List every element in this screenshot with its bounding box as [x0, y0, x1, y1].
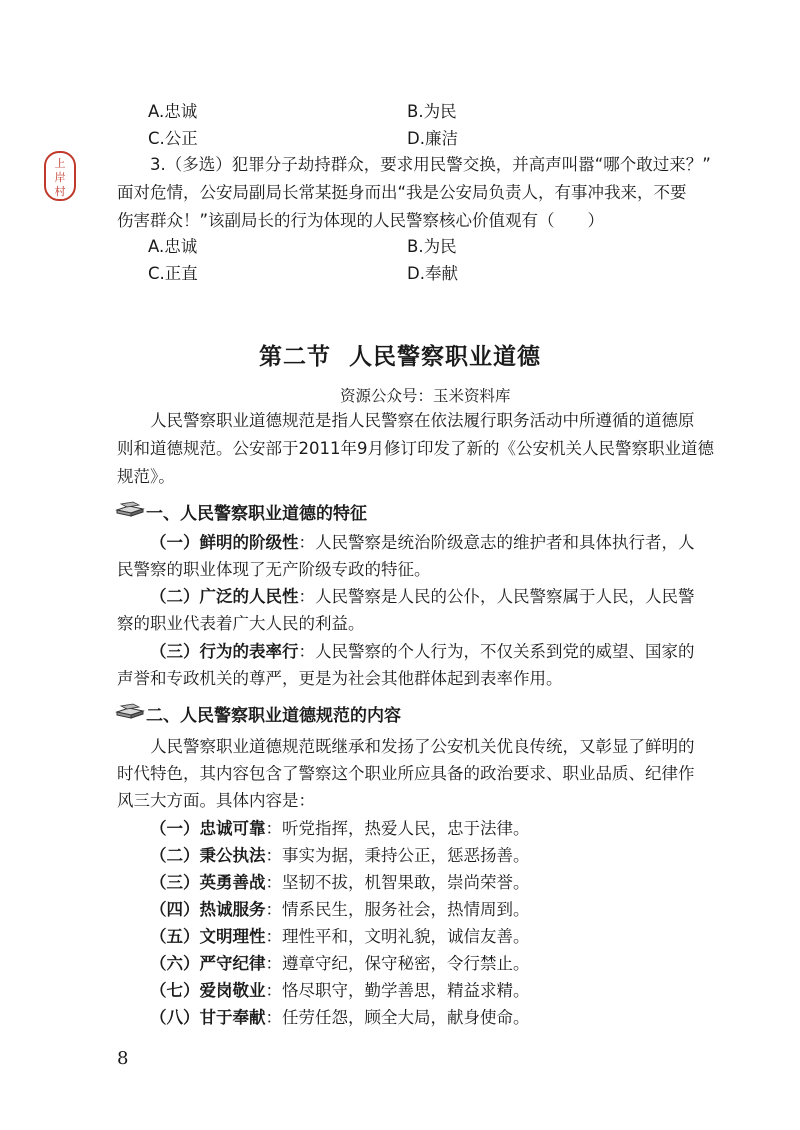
q3-stem-line2: 面对危情，公安局副局长常某挺身而出“我是公安局负责人，有事冲我来，不要 [117, 183, 687, 202]
norm-3-text: ：坚韧不拔，机智果敢，崇尚荣誉。 [265, 873, 530, 892]
feature-2-cont: 察的职业代表着广大人民的利益。 [117, 614, 365, 633]
q3-option-d: D.奉献 [407, 264, 458, 283]
heading-norms: 二、人民警察职业道德规范的内容 [146, 706, 401, 726]
q2-option-a: A.忠诚 [148, 102, 198, 121]
feature-2 [150, 587, 695, 607]
norm-2-text: ：事实为据，秉持公正，惩恶扬善。 [265, 846, 530, 865]
heading-features: 一、人民警察职业道德的特征 [146, 504, 367, 524]
feature-1-label: （一）鲜明的阶级性 [150, 533, 299, 552]
norm-5-text: ：理性平和，文明礼貌，诚信友善。 [265, 927, 530, 946]
norm-3 [150, 873, 530, 893]
norm-2 [150, 846, 530, 866]
norm-7-text: ：恪尽职守，勤学善思，精益求精。 [265, 981, 530, 1000]
intro-line2: 则和道德规范。公安部于2011年9月修订印发了新的《公安机关人民警察职业道德 [117, 439, 714, 458]
norm-1-text: ：听党指挥，热爱人民，忠于法律。 [265, 819, 530, 838]
section-name: 人民警察职业道德 [349, 344, 541, 370]
feature-3-text: ：人民警察的个人行为，不仅关系到党的威望、国家的 [298, 642, 695, 661]
feature-3 [150, 642, 695, 662]
feature-1-text: ：人民警察是统治阶级意志的维护者和具体执行者，人 [298, 533, 695, 552]
q3-option-b: B.为民 [407, 237, 457, 256]
q2-option-d: D.廉洁 [407, 129, 458, 148]
feature-3-cont: 声誉和专政机关的尊严，更是为社会其他群体起到表率作用。 [117, 669, 563, 688]
norm-3-label: （三）英勇善战 [150, 873, 266, 892]
book-icon [115, 500, 145, 518]
feature-2-label: （二）广泛的人民性 [150, 587, 299, 606]
norm-1 [150, 819, 530, 839]
source-line: 资源公众号：玉米资料库 [340, 387, 511, 405]
norm-8 [150, 1008, 530, 1028]
norm-5 [150, 927, 530, 947]
q2-option-b: B.为民 [407, 102, 457, 121]
q3-option-a: A.忠诚 [148, 237, 198, 256]
q2-option-c: C.公正 [148, 129, 198, 148]
norm-8-label: （八）甘于奉献 [150, 1008, 266, 1027]
norm-5-label: （五）文明理性 [150, 927, 266, 946]
intro-line3: 规范》。 [117, 467, 175, 486]
seal-stamp [42, 150, 78, 202]
norm-8-text: ：任劳任怨，顾全大局，献身使命。 [265, 1008, 530, 1027]
norm-6-label: （六）严守纪律 [150, 954, 266, 973]
norm-6 [150, 954, 530, 974]
content-intro-line1: 人民警察职业道德规范既继承和发扬了公安机关优良传统，又彰显了鲜明的 [150, 737, 695, 756]
section-number: 第二节 [259, 344, 331, 370]
book-icon [115, 702, 145, 720]
norm-7-label: （七）爱岗敬业 [150, 981, 266, 1000]
norm-1-label: （一）忠诚可靠 [150, 819, 266, 838]
norm-4 [150, 900, 530, 920]
norm-4-text: ：情系民生，服务社会，热情周到。 [265, 900, 530, 919]
feature-3-label: （三）行为的表率行 [150, 642, 299, 661]
q3-stem-line3: 伤害群众！”该副局长的行为体现的人民警察核心价值观有（ ） [117, 211, 605, 230]
feature-2-text: ：人民警察是人民的公仆，人民警察属于人民，人民警 [298, 587, 695, 606]
seal-char-1: 上 [54, 157, 66, 170]
norm-4-label: （四）热诚服务 [150, 900, 266, 919]
content-intro-line2: 时代特色，其内容包含了警察这个职业所应具备的政治要求、职业品质、纪律作 [117, 764, 695, 783]
q3-stem-line1: 3.（多选）犯罪分子劫持群众，要求用民警交换，并高声叫嚣“哪个敢过来？” [150, 155, 711, 174]
norm-7 [150, 981, 530, 1001]
norm-2-label: （二）秉公执法 [150, 846, 266, 865]
seal-char-2: 岸 [54, 171, 66, 184]
q3-option-c: C.正直 [148, 264, 198, 283]
page-number: 8 [117, 1048, 129, 1069]
seal-char-3: 村 [54, 185, 66, 198]
section-title [0, 338, 800, 371]
norm-6-text: ：遵章守纪，保守秘密，令行禁止。 [265, 954, 530, 973]
feature-1 [150, 533, 695, 553]
content-intro-line3: 风三大方面。具体内容是： [117, 791, 315, 810]
feature-1-cont: 民警察的职业体现了无产阶级专政的特征。 [117, 560, 431, 579]
intro-line1: 人民警察职业道德规范是指人民警察在依法履行职务活动中所遵循的道德原 [150, 411, 695, 430]
